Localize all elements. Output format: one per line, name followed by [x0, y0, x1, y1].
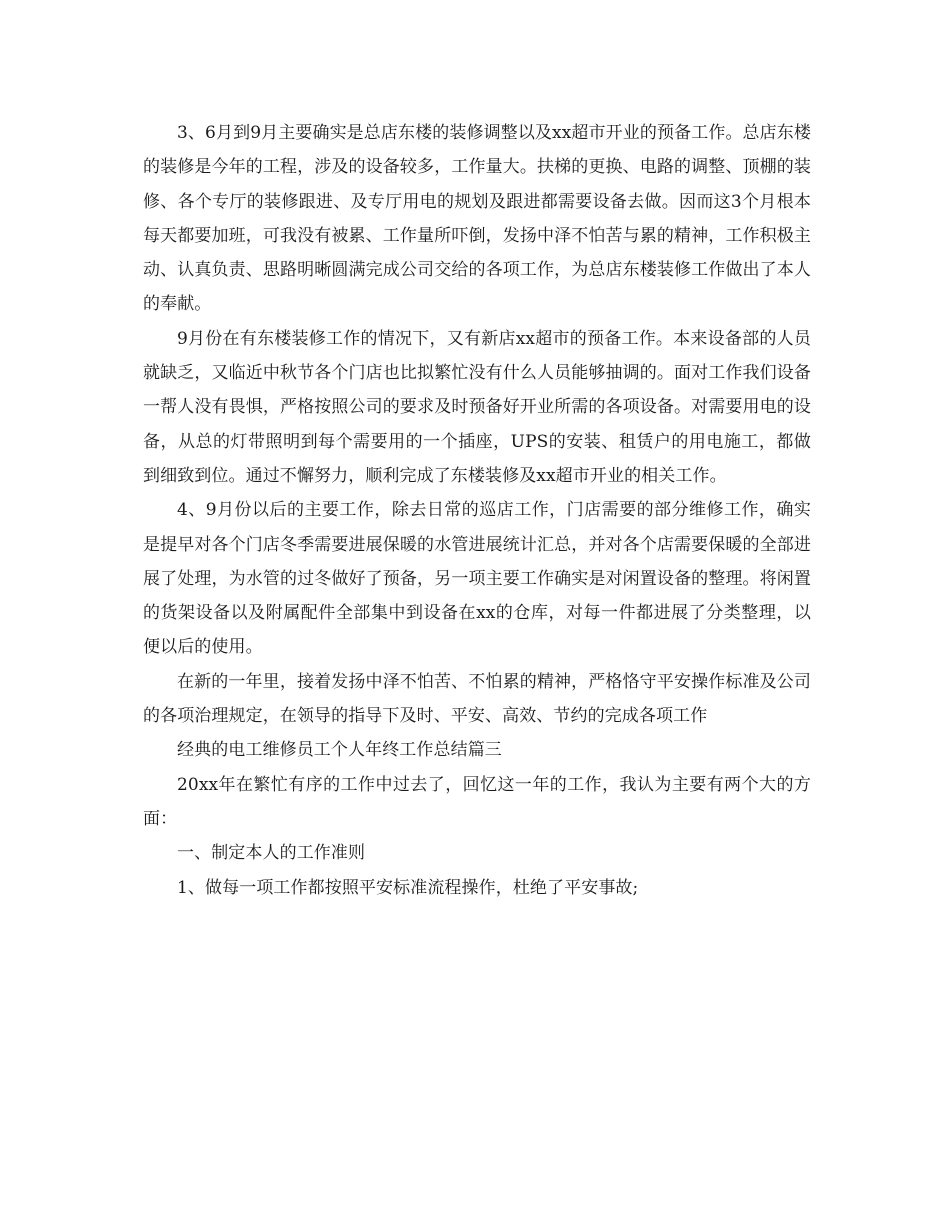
list-item-safety-procedure: 1、做每一项工作都按照平安标准流程操作，杜绝了平安事故;: [177, 877, 639, 898]
paragraph-september-new-store: 9月份在有东楼装修工作的情况下，又有新店xx超市的预备工作。本来设备部的人员就缺乏，又临近中秋节各个门店也比拟繁忙没有什么人员能够抽调的。面对工作我们设备一帮人没有畏惧，严格按照公司的要求及时预备好开业所需的各项设备。对需要用电的设备，从总的灯带照明到每个需要用的一个插座，UPS的安装、租赁户的用电施工，都做到细致到位。通过不懈努力，顺利完成了东楼装修及xx超市开业的相关工作。: [143, 328, 811, 486]
paragraph-after-september-work: 4、9月份以后的主要工作，除去日常的巡店工作，门店需要的部分维修工作，确实是提早对各个门店冬季需要进展保暖的水管进展统计汇总，并对各个店需要保暖的全部进展了处理，为水管的过冬做好了预备，另一项主要工作确实是对闲置设备的整理。将闲置的货架设备以及附属配件全部集中到设备在xx的仓库，对每一件都进展了分类整理，以便以后的使用。: [143, 500, 811, 658]
paragraph-year-review-intro: 20xx年在繁忙有序的工作中过去了，回忆这一年的工作，我认为主要有两个大的方面：: [143, 774, 811, 829]
subheading-work-principles: 一、制定本人的工作准则: [177, 843, 366, 864]
paragraph-renovation-june-september: 3、6月到9月主要确实是总店东楼的装修调整以及xx超市开业的预备工作。总店东楼的装修是今年的工程，涉及的设备较多，工作量大。扶梯的更换、电路的调整、顶棚的装修、各个专厅的装修跟进、及专厅用电的规划及跟进都需要设备去做。因而这3个月根本每天都要加班，可我没有被累、工作量所吓倒，发扬中泽不怕苦与累的精神，工作积极主动、认真负责、思路明晰圆满完成公司交给的各项工作，为总店东楼装修工作做出了本人的奉献。: [143, 123, 811, 315]
document-body: [143, 116, 811, 905]
paragraph-new-year-outlook: 在新的一年里，接着发扬中泽不怕苦、不怕累的精神，严格恪守平安操作标准及公司的各项治理规定，在领导的指导下及时、平安、高效、节约的完成各项工作: [143, 671, 811, 727]
section-heading-part-three: 经典的电工维修员工个人年终工作总结篇三: [177, 740, 502, 761]
